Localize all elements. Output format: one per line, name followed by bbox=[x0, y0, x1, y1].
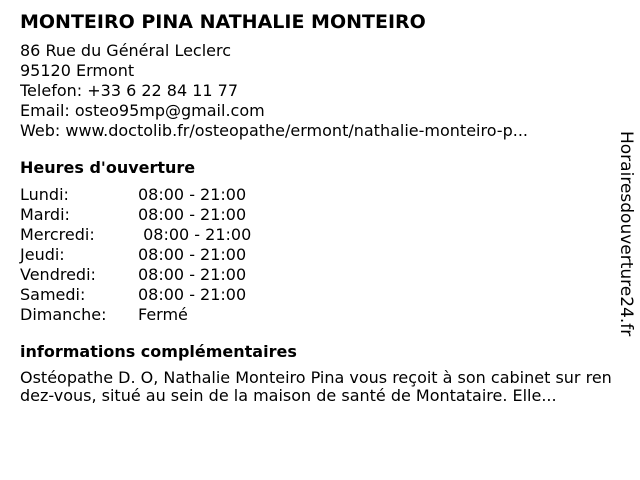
hours-time: 08:00 - 21:00 bbox=[138, 285, 247, 304]
hours-row-monday bbox=[20, 185, 610, 205]
hours-day: Vendredi: bbox=[20, 265, 96, 284]
hours-day: Mardi: bbox=[20, 205, 70, 224]
hours-row-saturday bbox=[20, 285, 610, 305]
hours-day: Mercredi: bbox=[20, 225, 95, 244]
hours-row-friday bbox=[20, 265, 610, 285]
hours-row-wednesday bbox=[20, 225, 610, 245]
hours-time: Fermé bbox=[138, 305, 188, 324]
web-line[interactable]: Web: www.doctolib.fr/osteopathe/ermont/nathalie-monteiro-p... bbox=[20, 121, 528, 140]
address-city: 95120 Ermont bbox=[20, 61, 135, 80]
additional-info-text: Ostéopathe D. O, Nathalie Monteiro Pina vous reçoit à son cabinet sur rendez-vous, situé au sein de la maison de santé de Montataire. Elle... bbox=[20, 368, 612, 405]
hours-day: Lundi: bbox=[20, 185, 69, 204]
hours-time: 08:00 - 21:00 bbox=[138, 185, 247, 204]
hours-row-thursday bbox=[20, 245, 610, 265]
business-name: MONTEIRO PINA NATHALIE MONTEIRO bbox=[20, 11, 426, 33]
hours-time: 08:00 - 21:00 bbox=[138, 265, 247, 284]
opening-hours-heading: Heures d'ouverture bbox=[20, 158, 196, 177]
hours-time: 08:00 - 21:00 bbox=[138, 225, 252, 244]
hours-day: Jeudi: bbox=[20, 245, 65, 264]
business-card bbox=[20, 9, 610, 405]
site-watermark: Horairesdouverture24.fr bbox=[616, 131, 636, 337]
hours-day: Dimanche: bbox=[20, 305, 107, 324]
hours-row-sunday bbox=[20, 305, 610, 325]
hours-row-tuesday bbox=[20, 205, 610, 225]
hours-time: 08:00 - 21:00 bbox=[138, 245, 247, 264]
email-line[interactable]: Email: osteo95mp@gmail.com bbox=[20, 101, 265, 120]
address-street: 86 Rue du Général Leclerc bbox=[20, 41, 232, 60]
phone-line[interactable]: Telefon: +33 6 22 84 11 77 bbox=[20, 81, 239, 100]
opening-hours-table bbox=[20, 185, 610, 325]
hours-day: Samedi: bbox=[20, 285, 86, 304]
additional-info-heading: informations complémentaires bbox=[20, 342, 297, 361]
hours-time: 08:00 - 21:00 bbox=[138, 205, 247, 224]
